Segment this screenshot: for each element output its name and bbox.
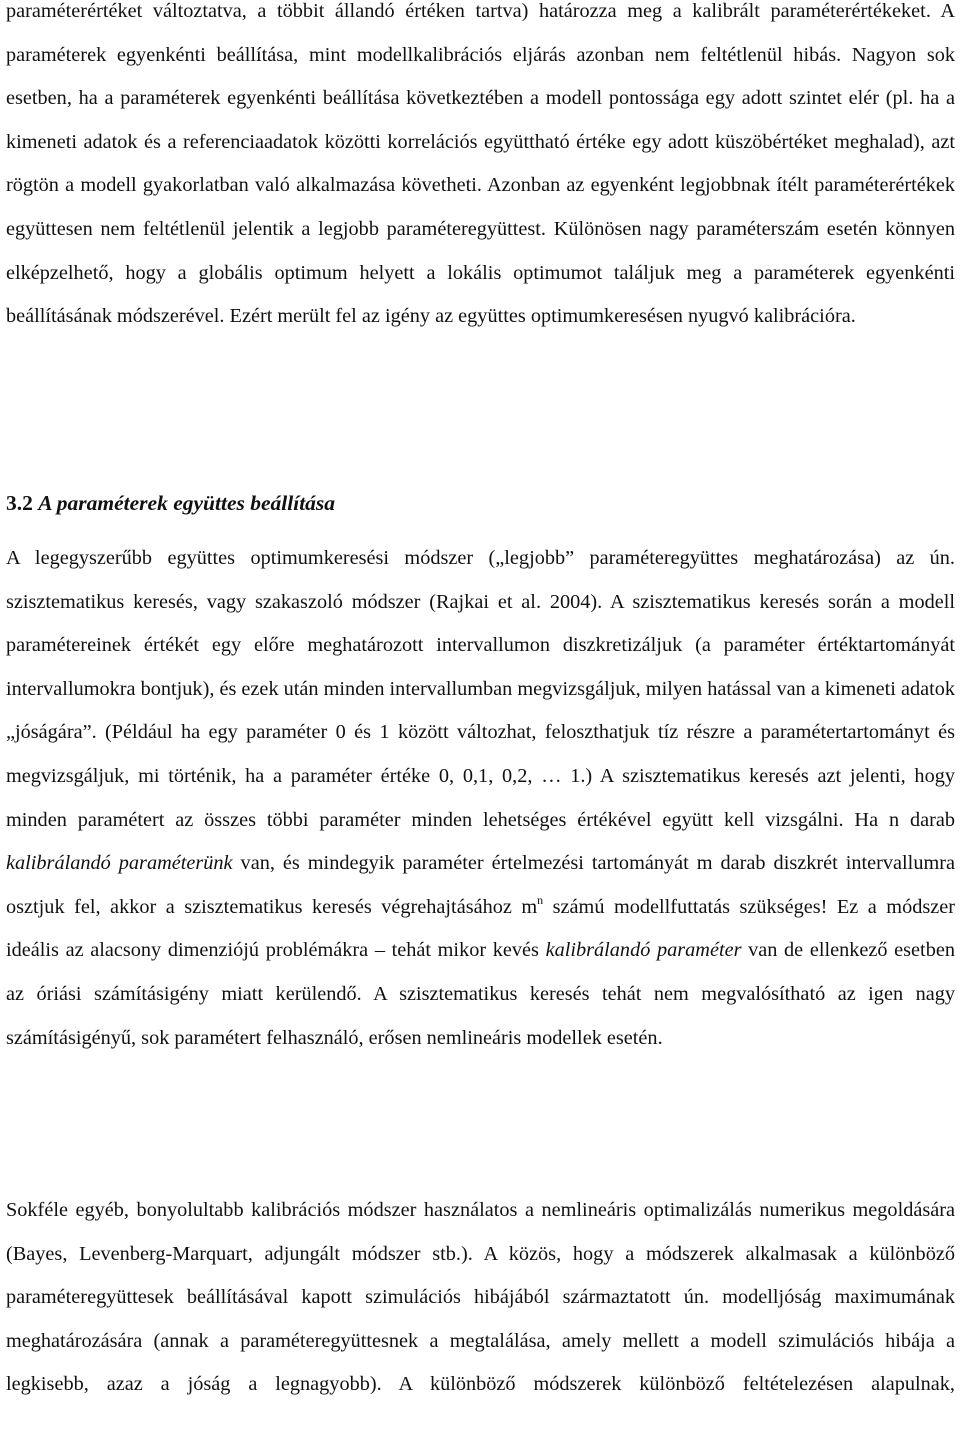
paragraph-text: A legegyszerűbb együttes optimumkeresési módszer („legjobb” paraméteregyüttes meghatározása) az ún. szisztematikus keresés, vagy szakaszoló módszer (Rajkai et al. 2004). A szisztematikus keresés során a modell paramétereinek értékét egy előre meghatározott intervallumon diszkretizáljuk (a paraméter értéktartományát intervallumokra bontjuk), és ezek után minden intervallumban megvizsgáljuk, milyen hatással van a kimeneti adatok „jóságára”. (Például ha egy paraméter 0 és 1 között változhat, feloszthatjuk tíz részre a paramétertartományt és megvizsgáljuk, mi történik, ha a paraméter értéke 0, 0,1, 0,2, … 1.) A szisztematikus keresés azt jelenti, hogy minden paramétert az összes többi paraméter minden lehetséges értékével együtt kell vizsgálni. Ha n darab xyxy=(6,547,956,831)
paragraph-text: van, és mindegyik paraméter értelmezési tartományát m darab diszkrét intervallumra osztjuk fel, akkor a szisztematikus keresés végrehajtásához m xyxy=(6,852,955,918)
section-title: A paraméterek együttes beállítása xyxy=(38,491,336,515)
superscript-exponent: n xyxy=(537,892,544,907)
paragraph-text: paraméterértéket változtatva, a többit állandó értéken tartva) határozza meg a kalibrált paraméterértékeket. A paraméterek egyenkénti beállítása, mint modellkalibrációs eljárás azonban nem feltétlenül hibás. Nagyon sok esetben, ha a paraméterek egyenkénti beállítása következtében a modell pontossága egy adott szintet elér (pl. ha a kimeneti adatok és a referenciaadatok közötti korrelációs együttható értéke egy adott küszöbértéket meghalad), azt rögtön a modell gyakorlatban való alkalmazása követheti. Azonban az egyenként legjobbnak ítélt paraméterértékek együttesen nem feltétlenül jelentik a legjobb paraméteregyüttest. Különösen nagy paraméterszám esetén könnyen elképzelhető, hogy a globális optimum helyett a lokális optimumot találjuk meg a paraméterek egyenkénti beállításának módszerével. Ezért merült fel az igény az együttes optimumkeresésen nyugvó kalibrációra. xyxy=(6,0,955,328)
paragraph-other-methods xyxy=(6,1189,955,1407)
paragraph-intro-calibration xyxy=(6,0,955,339)
section-heading xyxy=(6,483,335,523)
section-number: 3.2 xyxy=(6,491,33,515)
emphasis-term: kalibrálandó paraméter xyxy=(545,939,742,962)
paragraph-text: van de ellenkező esetben az óriási számításigény miatt kerülendő. A szisztematikus keresés tehát nem megvalósítható az igen nagy számításigényű, sok paramétert felhasználó, erősen nemlineáris modellek esetén. xyxy=(6,939,955,1049)
paragraph-systematic-search xyxy=(6,537,955,1060)
emphasis-term: kalibrálandó paraméterünk xyxy=(6,852,233,875)
paragraph-text: Sokféle egyéb, bonyolultabb kalibrációs módszer használatos a nemlineáris optimalizálás numerikus megoldására (Bayes, Levenberg-Marquart, adjungált módszer stb.). A közös, hogy a módszerek alkalmasak a különböző paraméteregyüttesek beállításával kapott szimulációs hibájából származtatott ún. modelljóság maximumának meghatározására (annak a paraméteregyüttesnek a megtalálása, amely mellett a modell szimulációs hibája a legkisebb, azaz a jóság a legnagyobb). A különböző módszerek különböző feltételezésen alapulnak, xyxy=(6,1199,955,1396)
paragraph-text: számú modellfuttatás szükséges! Ez a módszer ideális az alacsony dimenziójú problémákra – tehát mikor kevés xyxy=(6,895,955,962)
